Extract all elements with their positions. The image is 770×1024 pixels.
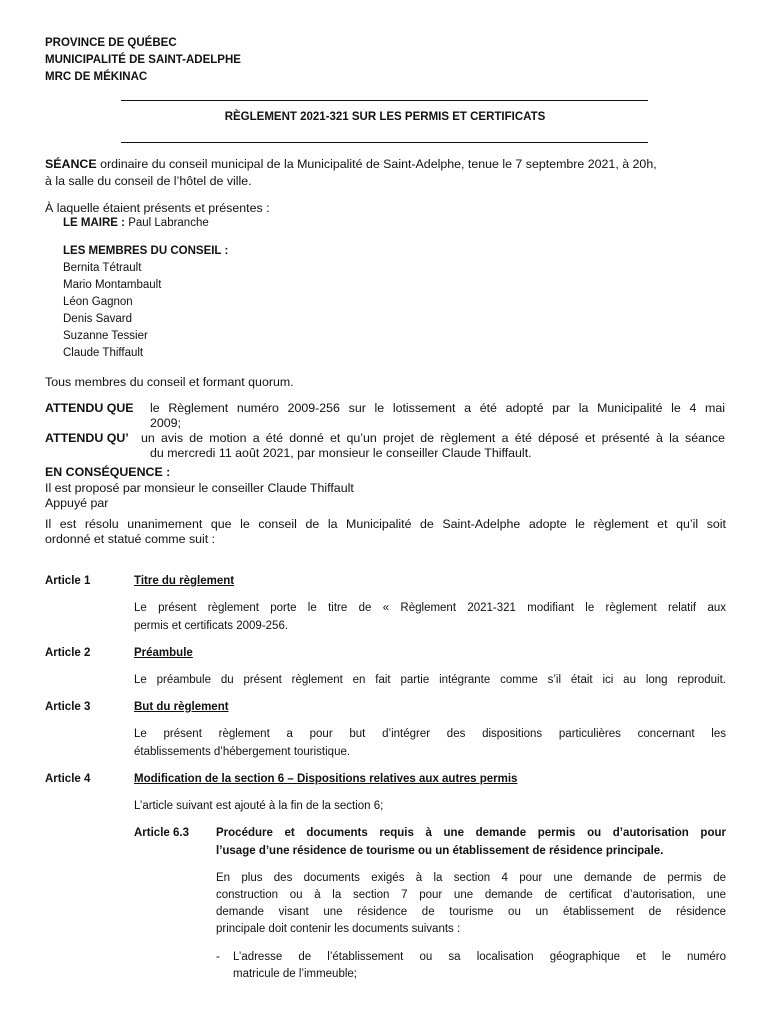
article-6-3-title-line-1: Procédure et documents requis à une demande permis ou d’autorisation pour <box>216 827 726 839</box>
mayor-line <box>63 217 209 229</box>
whereas-a-line-1: le Règlement numéro 2009-256 sur le lotissement a été adopté par la Municipalité le 4 mai <box>150 401 725 415</box>
consequence-label: EN CONSÉQUENCE : <box>45 465 171 479</box>
article-2-line-1: Le préambule du présent règlement en fait partie intégrante comme s’il était ici au long reproduit. <box>134 674 726 686</box>
whereas-a-label: ATTENDU QUE <box>45 401 134 415</box>
seance-line-2: à la salle du conseil de l’hôtel de ville. <box>45 174 252 188</box>
article-6-3-item-1-line-1: L’adresse de l’établissement ou sa localisation géographique et le numéro <box>233 951 726 963</box>
province-heading: PROVINCE DE QUÉBEC <box>45 37 177 49</box>
resolved-line-2: ordonné et statué comme suit : <box>45 532 216 546</box>
member-item: Léon Gagnon <box>63 296 133 308</box>
article-1-title: Titre du règlement <box>134 575 235 587</box>
municipality-heading: MUNICIPALITÉ DE SAINT-ADELPHE <box>45 54 241 66</box>
attendance-intro: À laquelle étaient présents et présentes : <box>45 201 270 215</box>
article-6-3-title-line-2: l’usage d’une résidence de tourisme ou un établissement de résidence principale. <box>216 845 664 857</box>
mayor-name: Paul Labranche <box>128 217 209 229</box>
article-6-3-para-line-3: demande visant une résidence de tourisme ou un établissement de résidence <box>216 906 726 918</box>
article-1-number: Article 1 <box>45 575 91 587</box>
article-6-3-para-line-1: En plus des documents exigés à la section 4 pour une demande de permis de <box>216 872 726 884</box>
article-4-line-1: L’article suivant est ajouté à la fin de la section 6; <box>134 800 384 812</box>
article-1-line-1: Le présent règlement porte le titre de « Règlement 2021-321 modifiant le règlement relatif aux <box>134 602 726 614</box>
article-6-3-item-1-line-2: matricule de l’immeuble; <box>233 968 357 980</box>
member-item: Claude Thiffault <box>63 347 144 359</box>
article-1-line-2: permis et certificats 2009-256. <box>134 620 289 632</box>
whereas-a-line-2: 2009; <box>150 416 182 430</box>
article-2-title: Préambule <box>134 647 193 659</box>
members-label: LES MEMBRES DU CONSEIL : <box>63 245 229 257</box>
seance-label: SÉANCE <box>45 157 97 171</box>
article-4-number: Article 4 <box>45 773 91 785</box>
bullet-dash: - <box>216 951 220 963</box>
whereas-b-line-2: du mercredi 11 août 2021, par monsieur le conseiller Claude Thiffault. <box>150 446 532 460</box>
article-3-line-2: établissements d’hébergement touristique. <box>134 746 351 758</box>
article-6-3-para-line-2: construction ou à la section 7 pour une demande de certificat d’autorisation, une <box>216 889 726 901</box>
member-item: Denis Savard <box>63 313 133 325</box>
whereas-b-label: ATTENDU QU’ <box>45 431 129 445</box>
member-item: Bernita Tétrault <box>63 262 142 274</box>
title-rule-top <box>121 100 648 101</box>
bylaw-title: RÈGLEMENT 2021-321 SUR LES PERMIS ET CERTIFICATS <box>224 111 546 123</box>
mayor-label: LE MAIRE : <box>63 217 125 229</box>
article-3-line-1: Le présent règlement a pour but d’intégrer des dispositions particulières concernant les <box>134 728 726 740</box>
member-item: Mario Montambault <box>63 279 162 291</box>
seconded-by: Appuyé par <box>45 496 109 510</box>
mrc-heading: MRC DE MÉKINAC <box>45 71 148 83</box>
article-6-3-para-line-4: principale doit contenir les documents suivants : <box>216 923 461 935</box>
quorum-text: Tous membres du conseil et formant quorum. <box>45 375 294 389</box>
article-3-number: Article 3 <box>45 701 91 713</box>
proposed-by: Il est proposé par monsieur le conseiller Claude Thiffault <box>45 481 354 495</box>
seance-text: ordinaire du conseil municipal de la Municipalité de Saint-Adelphe, tenue le 7 septembre 2021, à 20h, <box>100 157 657 171</box>
article-6-3-number: Article 6.3 <box>134 827 189 839</box>
seance-line-1 <box>45 157 657 171</box>
article-4-title: Modification de la section 6 – Dispositions relatives aux autres permis <box>134 773 518 785</box>
whereas-b-line-1: un avis de motion a été donné et qu’un projet de règlement a été déposé et présenté à la séance <box>141 431 725 445</box>
article-3-title: But du règlement <box>134 701 229 713</box>
member-item: Suzanne Tessier <box>63 330 148 342</box>
resolved-line-1: Il est résolu unanimement que le conseil de la Municipalité de Saint-Adelphe adopte le règlement et qu’il soit <box>45 517 726 531</box>
article-2-number: Article 2 <box>45 647 91 659</box>
title-rule-bottom <box>121 142 648 143</box>
